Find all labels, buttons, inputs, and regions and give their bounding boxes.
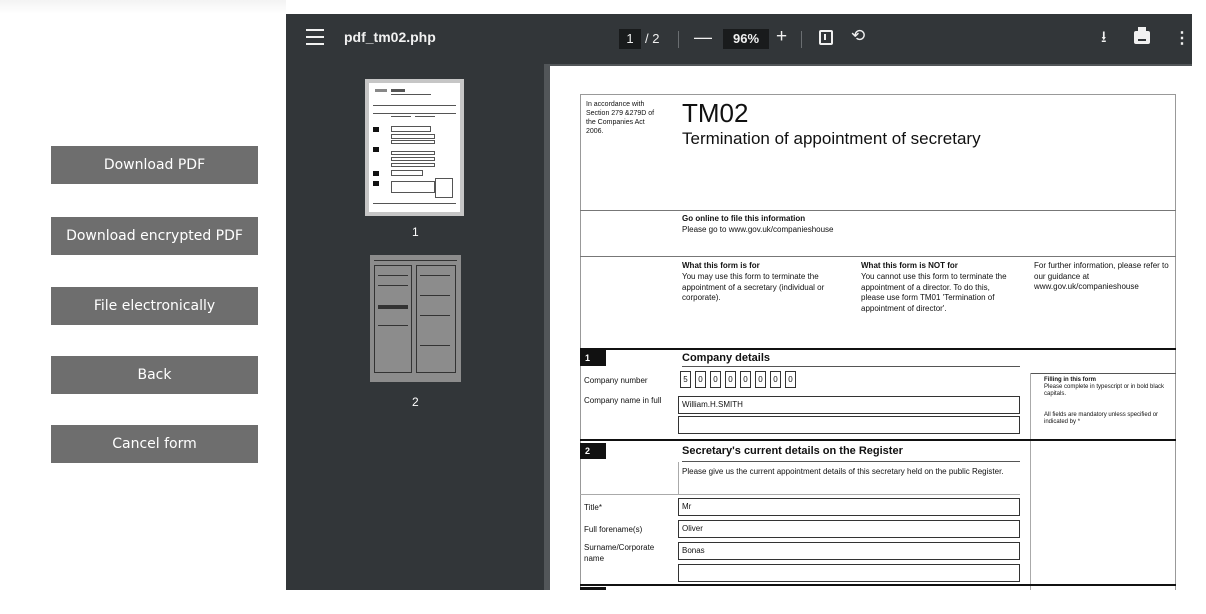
mandatory-text: All fields are mandatory unless specified or indicated by * xyxy=(1044,412,1159,425)
thumbnail-label: 2 xyxy=(412,395,419,409)
divider xyxy=(678,462,679,494)
pdf-page-1 xyxy=(550,66,1192,590)
company-number-digit[interactable]: 0 xyxy=(695,371,706,388)
menu-icon[interactable] xyxy=(306,29,324,45)
page-bottom xyxy=(286,590,1206,614)
legal-note: In accordance with Section 279 &279D of the Companies Act 2006. xyxy=(586,101,655,135)
section-1-title: Company details xyxy=(682,352,771,364)
what-not-for-text: You cannot use this form to terminate the appointment of a director. To do this, please use form TM01 'Termination of appointment of director'. xyxy=(861,272,1007,313)
toolbar-divider xyxy=(678,31,679,48)
what-not-for-heading: What this form is NOT for xyxy=(861,261,958,270)
company-number-digit[interactable]: 0 xyxy=(770,371,781,388)
company-number-digit[interactable]: 5 xyxy=(680,371,691,388)
zoom-level-input[interactable]: 96% xyxy=(723,29,769,49)
section-2-intro: Please give us the current appointment details of this secretary held on the public Register. xyxy=(682,467,1004,476)
divider xyxy=(580,210,1176,211)
company-number-digit[interactable]: 0 xyxy=(785,371,796,388)
form-code: TM02 xyxy=(682,98,749,128)
section-2-number: 2 xyxy=(580,443,606,459)
form-title: Termination of appointment of secretary xyxy=(682,129,981,148)
divider xyxy=(682,366,1020,367)
title-field[interactable]: Mr xyxy=(678,498,1020,516)
filling-text: Please complete in typescript or in bold black capitals. xyxy=(1044,384,1165,397)
company-name-field-line2[interactable] xyxy=(678,416,1020,434)
divider xyxy=(580,494,1020,495)
top-shade xyxy=(0,0,286,14)
what-for-heading: What this form is for xyxy=(682,261,760,270)
company-name-field[interactable]: William.H.SMITH xyxy=(678,396,1020,414)
forenames-label: Full forename(s) xyxy=(584,525,643,534)
forenames-field[interactable]: Oliver xyxy=(678,520,1020,538)
pdf-viewer xyxy=(286,14,1192,590)
surname-field-line2[interactable] xyxy=(678,564,1020,582)
title-label: Title* xyxy=(584,503,602,512)
divider xyxy=(1030,373,1031,590)
what-for-text: You may use this form to terminate the appointment of a secretary (individual or corporate). xyxy=(682,272,825,302)
zoom-out-icon[interactable]: — xyxy=(694,27,712,47)
surname-label: Surname/Corporate name xyxy=(584,543,655,563)
online-text: Please go to www.gov.uk/companieshouse xyxy=(682,225,834,234)
divider xyxy=(580,256,1176,257)
file-electronically-button[interactable]: File electronically xyxy=(51,287,258,325)
surname-field[interactable]: Bonas xyxy=(678,542,1020,560)
download-encrypted-pdf-button[interactable]: Download encrypted PDF xyxy=(51,217,258,255)
company-number-label: Company number xyxy=(584,376,648,385)
zoom-in-icon[interactable]: + xyxy=(776,26,788,47)
print-icon[interactable] xyxy=(1134,31,1150,44)
rotate-icon[interactable]: ⟲ xyxy=(851,26,866,45)
divider xyxy=(1030,373,1176,374)
further-info: For further information, please refer to our guidance at www.gov.uk/companieshouse xyxy=(1034,261,1169,291)
download-pdf-button[interactable]: Download PDF xyxy=(51,146,258,184)
toolbar-divider xyxy=(801,31,802,48)
scrollbar-track[interactable] xyxy=(1192,14,1206,590)
company-number-digit[interactable]: 0 xyxy=(710,371,721,388)
back-button[interactable]: Back xyxy=(51,356,258,394)
download-icon[interactable]: ⭳ xyxy=(1101,29,1107,46)
divider xyxy=(682,461,1020,462)
document-title: pdf_tm02.php xyxy=(344,29,436,45)
page-total: / 2 xyxy=(645,31,660,46)
filling-heading: Filling in this form xyxy=(1044,377,1096,383)
page-number-input[interactable]: 1 xyxy=(619,29,641,49)
page-thumbnail-2[interactable] xyxy=(370,255,461,382)
section-1-number: 1 xyxy=(580,350,606,366)
document-canvas xyxy=(544,64,1192,590)
company-number-digit[interactable]: 0 xyxy=(725,371,736,388)
section-2-title: Secretary's current details on the Register xyxy=(682,445,903,457)
pdf-toolbar xyxy=(286,14,1192,64)
section-rule xyxy=(580,439,1176,441)
company-number-digit[interactable]: 0 xyxy=(755,371,766,388)
thumbnail-sidebar xyxy=(286,64,544,590)
fit-to-page-icon[interactable] xyxy=(819,30,833,45)
page-thumbnail-1[interactable] xyxy=(365,79,464,216)
section-rule xyxy=(580,348,1176,350)
cancel-form-button[interactable]: Cancel form xyxy=(51,425,258,463)
company-name-label: Company name in full xyxy=(584,396,662,405)
section-rule xyxy=(580,584,1176,586)
thumbnail-label: 1 xyxy=(412,225,419,239)
more-actions-icon[interactable]: ⋮ xyxy=(1174,30,1190,47)
online-heading: Go online to file this information xyxy=(682,214,806,223)
company-number-digit[interactable]: 0 xyxy=(740,371,751,388)
form-actions-panel xyxy=(0,0,286,614)
